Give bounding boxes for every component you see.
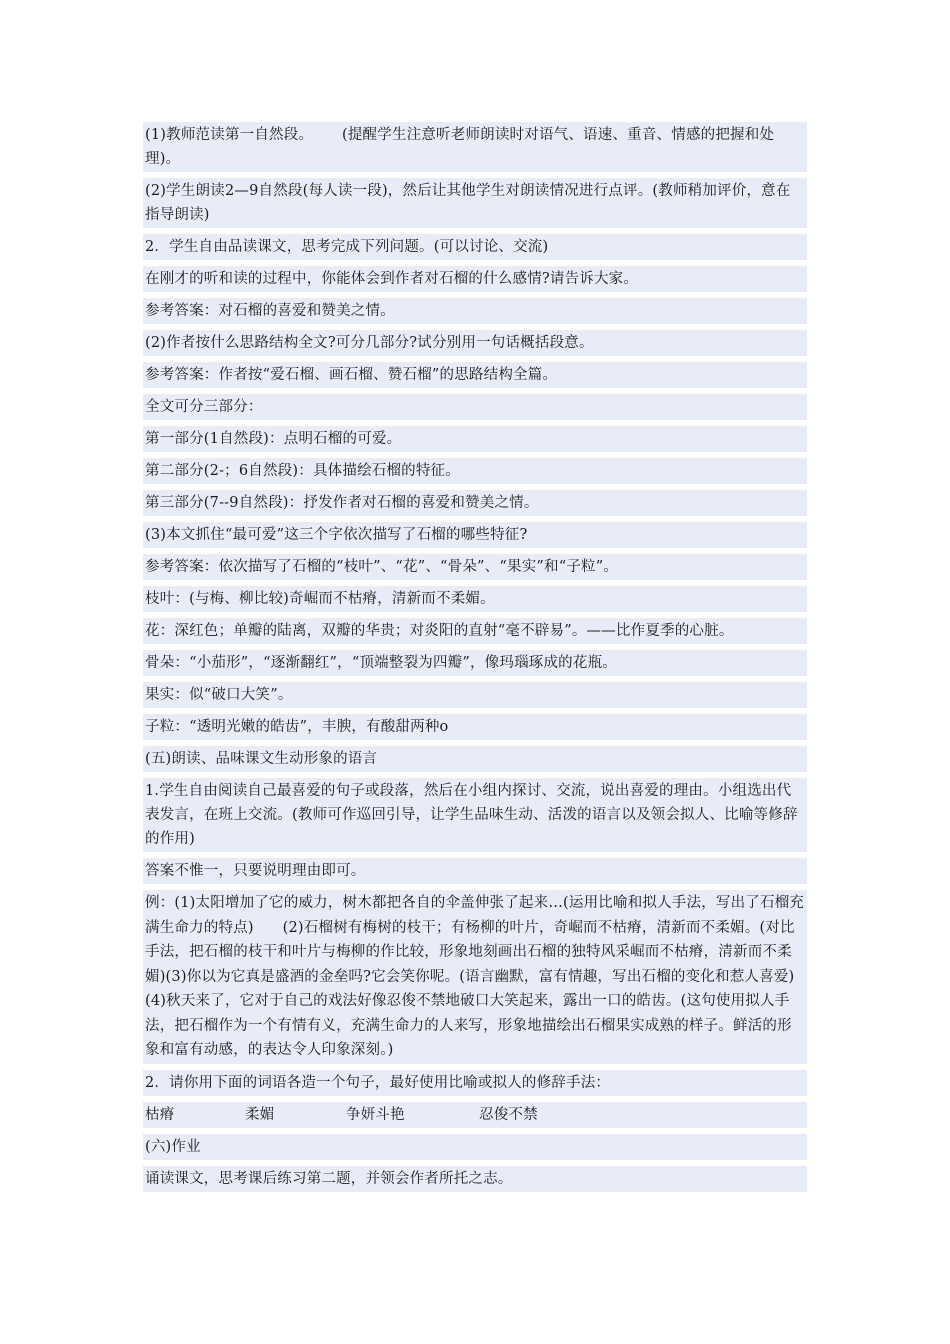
paragraph: 参考答案：依次描写了石榴的“枝叶”、“花”、“骨朵”、“果实”和“子粒”。 bbox=[143, 554, 807, 580]
paragraph: 例：(1)太阳增加了它的威力，树木都把各自的伞盖伸张了起来…(运用比喻和拟人手法，写出了石榴充满生命力的特点) (2)石榴树有梅树的枝干；有杨柳的叶片，奇崛而不枯瘠，清新而不柔媚。(对比手法，把石榴的枝干和叶片与梅柳的作比较，形象地刻画出石榴的独特风采崛而不枯瘠，清新而不柔媚)(3)你以为它真是盛酒的金垒吗?它会笑你呢。(语言幽默，富有情趣，写出石榴的变化和惹人喜爱)(4)秋天来了，它对于自己的戏法好像忍俊不禁地破口大笑起来，露出一口的皓齿。(这句使用拟人手法，把石榴作为一个有情有义，充满生命力的人来写，形象地描绘出石榴果实成熟的样子。鲜活的形象和富有动感，的表达令人印象深刻。) bbox=[143, 890, 807, 1064]
word-item: 忍俊不禁 bbox=[479, 1106, 538, 1123]
section-heading: (六)作业 bbox=[143, 1134, 807, 1160]
paragraph: 参考答案：对石榴的喜爱和赞美之情。 bbox=[143, 298, 807, 324]
paragraph: 第一部分(1自然段)：点明石榴的可爱。 bbox=[143, 426, 807, 452]
paragraph: 第二部分(2-；6自然段)：具体描绘石榴的特征。 bbox=[143, 458, 807, 484]
section-heading: (五)朗读、品味课文生动形象的语言 bbox=[143, 746, 807, 772]
paragraph: 答案不惟一，只要说明理由即可。 bbox=[143, 858, 807, 884]
paragraph: (1)教师范读第一自然段。 (提醒学生注意听老师朗读时对语气、语速、重音、情感的把握和处理)。 bbox=[143, 122, 807, 172]
paragraph: 花：深红色；单瓣的陆离，双瓣的华贵；对炎阳的直射“毫不辟易”。——比作夏季的心脏。 bbox=[143, 618, 807, 644]
paragraph: 第三部分(7--9自然段)：抒发作者对石榴的喜爱和赞美之情。 bbox=[143, 490, 807, 516]
paragraph: 枝叶：(与梅、柳比较)奇崛而不枯瘠，清新而不柔媚。 bbox=[143, 586, 807, 612]
word-item: 争妍斗艳 bbox=[346, 1106, 405, 1123]
document-body bbox=[143, 122, 807, 1198]
paragraph: (3)本文抓住“最可爱”这三个字依次描写了石榴的哪些特征? bbox=[143, 522, 807, 548]
paragraph: 参考答案：作者按“爱石榴、画石榴、赞石榴”的思路结构全篇。 bbox=[143, 362, 807, 388]
paragraph: 在刚才的听和读的过程中，你能体会到作者对石榴的什么感情?请告诉大家。 bbox=[143, 266, 807, 292]
word-item: 柔媚 bbox=[245, 1106, 275, 1123]
paragraph: 2．学生自由品读课文，思考完成下列问题。(可以讨论、交流) bbox=[143, 234, 807, 260]
paragraph: 1.学生自由阅读自己最喜爱的句子或段落，然后在小组内探讨、交流，说出喜爱的理由。小组选出代表发言，在班上交流。(教师可作巡回引导，让学生品味生动、活泼的语言以及领会拟人、比喻等修辞的作用) bbox=[143, 778, 807, 852]
word-item: 枯瘠 bbox=[145, 1106, 175, 1123]
paragraph: 2．请你用下面的词语各造一个句子，最好使用比喻或拟人的修辞手法： bbox=[143, 1070, 807, 1096]
paragraph: 全文可分三部分： bbox=[143, 394, 807, 420]
paragraph: (2)学生朗读2—9自然段(每人读一段)，然后让其他学生对朗读情况进行点评。(教师稍加评价，意在指导朗读) bbox=[143, 178, 807, 228]
word-list bbox=[143, 1102, 807, 1128]
paragraph: (2)作者按什么思路结构全文?可分几部分?试分别用一句话概括段意。 bbox=[143, 330, 807, 356]
paragraph: 诵读课文，思考课后练习第二题，并领会作者所托之志。 bbox=[143, 1166, 807, 1192]
paragraph: 果实：似“破口大笑”。 bbox=[143, 682, 807, 708]
paragraph: 骨朵：“小茄形”，“逐渐翻红”，“顶端整裂为四瓣”，像玛瑙琢成的花瓶。 bbox=[143, 650, 807, 676]
paragraph: 子粒：“透明光嫩的皓齿”，丰腴，有酸甜两种o bbox=[143, 714, 807, 740]
